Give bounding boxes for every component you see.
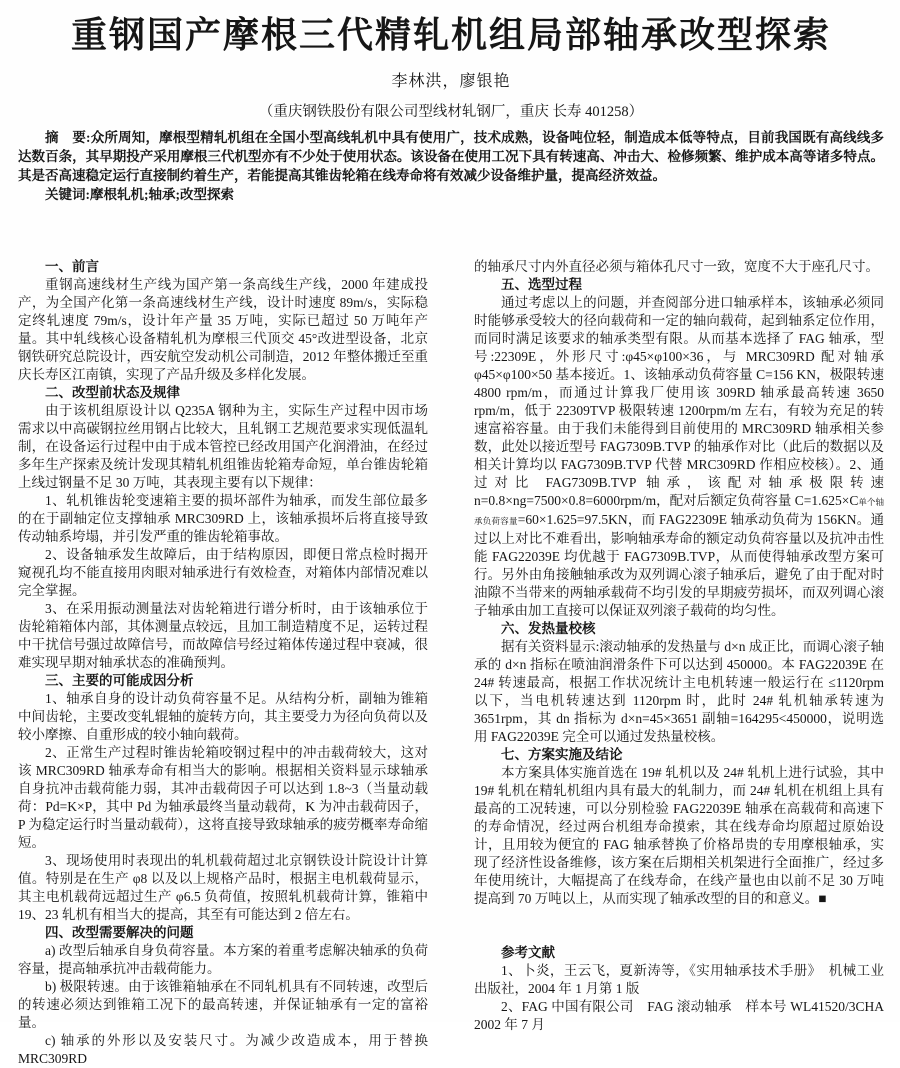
paragraph: c) 轴承的外形以及安装尺寸。为减少改造成本，用于替换 MRC309RD — [18, 1033, 428, 1067]
paragraph — [474, 294, 884, 620]
paragraph: 1、轴承自身的设计动负荷容量不足。从结构分析，副轴为锥箱中间齿轮，主要改变轧辊轴的旋转方向，其主要受力为径向负荷以及较小摩擦、自重形成的较小轴向载荷。 — [18, 691, 428, 743]
paragraph: 2、设备轴承发生故障后，由于结构原因，即便日常点检时揭开窥视孔均不能直接用肉眼对轴承进行有效检查，对箱体内部情况难以完全掌握。 — [18, 547, 428, 599]
paragraph: 2、正常生产过程时锥齿轮箱咬钢过程中的冲击载荷较大，这对该 MRC309RD 轴承寿命有相当大的影响。根据相关资料显示球轴承自身抗冲击载荷能力弱，其冲击载荷因子可以达到 1.8~3（当量动载荷：Pd=K×P，其中 Pd 为轴承最终当量动载荷，K 为冲击载荷因子，P 为稳定运行时当量动载荷），这将直接导致球轴承的疲劳概率寿命缩短。 — [18, 745, 428, 851]
section-heading: 三、主要的可能成因分析 — [45, 673, 194, 689]
paragraph: 3、在采用振动测量法对齿轮箱进行谱分析时，由于该轴承位于齿轮箱箱体内部，其体测量点较远，且加工制造精度不足，运转过程中干扰信号强过故障信号，而故障信号经过箱体传递过程中衰减，很难实现早期对轴承状态的准确预判。 — [18, 601, 428, 671]
reference-item: 2、FAG 中国有限公司 FAG 滚动轴承 样本号 WL41520/3CHA 2002 年 7 月 — [474, 999, 884, 1033]
paragraph: 1、轧机锥齿轮变速箱主要的损坏部件为轴承，而发生部位最多的在于副轴定位支撑轴承 MRC309RD 上，该轴承损坏后将直接导致传动轴系垮塌，并引发严重的锥齿轮箱事故。 — [18, 493, 428, 545]
two-column-body — [18, 258, 884, 1068]
paragraph: 3、现场使用时表现出的轧机载荷超过北京钢铁设计院设计计算值。特别是在生产 φ8 以及以上规格产品时，根据主电机载荷显示，其主电机载荷远超过生产 φ6.5 负荷值，按照轧机载荷计算，锥箱中 19、23 轧机有相当大的提高，其至有可能达到 2 倍左右。 — [18, 853, 428, 923]
references-heading: 参考文献 — [501, 945, 555, 961]
abstract-label: 摘 要: — [45, 130, 91, 146]
section-heading: 四、改型需要解决的问题 — [45, 925, 194, 941]
column-left — [18, 258, 428, 1068]
keywords-block — [18, 185, 884, 204]
text-run: 通过考虑以上的问题，并查阅部分进口轴承样本，该轴承必须同时能够承受较大的径向载荷和一定的轴向载荷，起到轴系定位作用，而同时满足该要求的轴承类型有限。从而基本选择了 FAG 轴承，型号:22309E，外形尺寸:φ45×φ100×36，与 MRC309RD 配对轴承 φ45×φ100×50 基本接近。1、该轴承动负荷容量 C=156 KN，极限转速 4800 rpm/m，而通过计算我厂使用该 309RD 轴承最高转速 3650 rpm/m，低于 22309TVP 极限转速 1200rpm/m 左右，有较为充足的转速富裕容量。由于我们未能得到目前使用的 MRC309RD 轴承相关参数，此处以接近型号 FAG7309B.TVP 的轴承作对比（此后的数据以及相关计算均以 FAG7309B.TVP 代替 MRC309RD 作相应校核）。2、通过对比 FAG7309B.TVP 轴承，该配对轴承极限转速 n=0.8×ng=7500×0.8=6000rpm/m，配对后额定负荷容量 C=1.625×C — [474, 295, 884, 509]
page-title: 重钢国产摩根三代精轧机组局部轴承改型探索 — [70, 14, 831, 55]
section-heading: 五、选型过程 — [501, 277, 582, 293]
keywords-text: 摩根轧机;轴承;改型探索 — [90, 187, 234, 203]
text-run: =60×1.625=97.5KN，而 FAG22309E 轴承动负荷为 156KN。通过以上对比不难看出，影响轴承寿命的额定动负荷容量以及抗冲击性能 FAG22039E 均优越于 FAG7309B.TVP，从而使得轴承改型方案可行。另外由角接触轴承改为双列调心滚子轴承后，避免了由于配对时油隙不当带来的两轴承载荷不均引发的早期疲劳损坏，而双列调心滚子轴承由加工直接可以保证双列滚子载荷的均匀性。 — [474, 512, 884, 619]
paragraph: a) 改型后轴承自身负荷容量。本方案的着重考虑解决轴承的负荷容量，提高轴承抗冲击载荷能力。 — [18, 943, 428, 977]
section-heading: 七、方案实施及结论 — [501, 747, 623, 763]
section-heading: 二、改型前状态及规律 — [45, 385, 180, 401]
paragraph: b) 极限转速。由于该锥箱轴承在不同轧机具有不同转速，改型后的转速必须达到锥箱工况下的最高转速，并保证轴承有一定的富裕量。 — [18, 979, 428, 1031]
section-heading: 一、前言 — [45, 259, 99, 275]
paragraph: 的轴承尺寸内外直径必须与箱体孔尺寸一致，宽度不大于座孔尺寸。 — [474, 259, 879, 275]
subscript-note: 单个轴承负荷容量 — [474, 497, 884, 527]
affiliation-line: （重庆钢铁股份有限公司型线材轧钢厂，重庆 长寿 401258） — [258, 104, 644, 121]
authors-line: 李林洪，廖银艳 — [391, 73, 511, 91]
paragraph: 据有关资料显示:滚动轴承的发热量与 d×n 成正比，而调心滚子轴承的 d×n 指标在喷油润滑条件下可以达到 450000。本 FAG22039E 在 24# 转速最高，根据工作状况统计主电机转速一般运行在 ≤1120rpm 以下，当电机转速达到 1120rpm 时，此时 24# 轧机轴承转速为 3651rpm，其 dn 指标为 d×n=45×3651 副轴=164295<450000，说明选用 FAG22039E 完全可以通过发热量校核。 — [474, 639, 884, 745]
column-right — [474, 258, 884, 1068]
abstract-block — [18, 128, 884, 185]
reference-item: 1、卜炎，王云飞，夏新涛等，《实用轴承技术手册》 机械工业出版社，2004 年 1 月第 1 版 — [474, 963, 884, 997]
paragraph: 由于该机组原设计以 Q235A 钢种为主，实际生产过程中因市场需求以中高碳钢拉丝用钢占比较大，且轧钢工艺规范要求实现低温轧制，在设备运行过程中由于成本管控已经改用国产化润滑油，在经过多年生产探索及统计发现其精轧机组锥齿轮箱寿命短，单台锥齿轮箱上线过钢量不足 30 万吨，其表现主要有以下规律： — [18, 403, 428, 491]
keywords-label: 关键词: — [45, 187, 90, 203]
paragraph: 本方案具体实施首选在 19# 轧机以及 24# 轧机上进行试验，其中 19# 轧机在精轧机组内具有最大的轧制力，而 24# 轧机在机组上具有最高的工况转速，可以分别检验 FAG22039E 轴承在高载荷和高速下的寿命情况，经过两台机组寿命摸索，其在线寿命均原超过原始设计，且用较为便宜的 FAG 轴承替换了价格昂贵的专用摩根轴承，实现了经济性设备维修，该方案在后期相关机架进行全面推广，经过多年使用统计，大幅提高了在线寿命，在线产量也由以前不足 30 万吨提高到 70 万吨以上，从而实现了轴承改型的目的和意义。■ — [474, 765, 884, 907]
section-heading: 六、发热量校核 — [501, 621, 596, 637]
abstract-text: 众所周知，摩根型精轧机组在全国小型高线轧机中具有使用广，技术成熟，设备吨位轻，制造成本低等特点，目前我国既有高线线多达数百条，其早期投产采用摩根三代机型亦有不少处于使用状态。该设备在使用工况下具有转速高、冲击大、检修频繁、维护成本高等诸多特点。其是否高速稳定运行直接制约着生产，若能提高其锥齿轮箱在线寿命将有效减少设备维护量，提高经济效益。 — [18, 130, 885, 184]
paragraph: 重钢高速线材生产线为国产第一条高线生产线，2000 年建成投产，为全国产化第一条高速线材生产线，设计时速度 89m/s，实际稳定终轧速度 79m/s，设计年产量 35 万吨，实际已超过 50 万吨年产量。其中轧线核心设备精轧机为摩根三代顶交 45°改进型设备，北京钢铁研究总院设计，西安航空发动机公司制造，2012 年整体搬迁至重庆长寿区江南镇，实现了产品升级及多样化发展。 — [18, 277, 428, 383]
